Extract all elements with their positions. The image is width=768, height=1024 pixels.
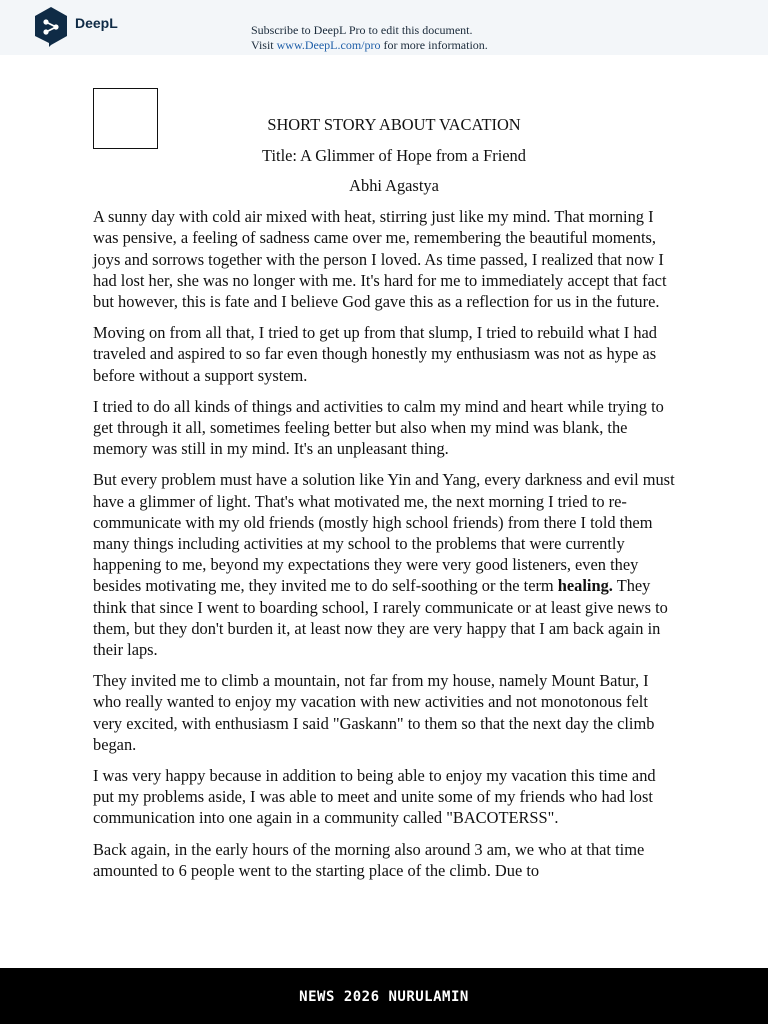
paragraph: I was very happy because in addition to being able to enjoy my vacation this time and put my problems aside, I was able to meet and unite some of my friends who had lost communication into one again in a community called "BACOTERSS". [93,765,656,828]
deepl-pro-link[interactable]: www.DeepL.com/pro [276,38,381,52]
paragraph: Back again, in the early hours of the morning also around 3 am, we who at that time amounted to 6 people went to the starting place of the climb. Due to [93,839,645,880]
paragraph: Moving on from all that, I tried to get up from that slump, I tried to rebuild what I had traveled and aspired to so far even though honestly my enthusiasm was not as hype as before without a support system. [93,323,657,385]
footer-bar [0,968,768,1024]
paragraph: A sunny day with cold air mixed with heat, stirring just like my mind. That morning I was pensive, a feeling of sadness came over me, remembering the beautiful moments, joys and sorrows together with the person I loved. As time passed, I realized that now I had lost her, she was no longer with me. It's hard for me to immediately accept that fact but however, this is fate and I believe God gave this as a reflection for us in the future. [93,207,667,311]
paragraph-text: They think that since I went to boarding school, I rarely communicate or at least give news to them, but they don't burden it, at least now they are very happy that I am back again in their laps. [93,576,668,659]
document-body [93,114,675,891]
notice-suffix: for more information. [380,38,488,52]
paragraph: They invited me to climb a mountain, not far from my house, namely Mount Batur, I who really wanted to enjoy my vacation with new activities and not monotonous felt very excited, with enthusiasm I said "Gaskann" to them so that the next day the climb began. [93,671,655,754]
notice-line-2 [251,38,488,53]
story-author: Abhi Agastya [349,176,439,196]
paragraph: I tried to do all kinds of things and activities to calm my mind and heart while trying to get through it all, sometimes feeling better but also when my mind was blank, the memory was still in my mind. It's an unpleasant thing. [93,396,664,459]
paragraph [93,469,675,660]
document-heading: SHORT STORY ABOUT VACATION [267,115,521,134]
notice-line-1: Subscribe to DeepL Pro to edit this document. [251,23,473,37]
brand-name: DeepL [75,15,118,31]
bold-term: healing. [557,576,613,596]
footer-text: NEWS 2026 NURULAMIN [299,989,469,1005]
notice-prefix: Visit [251,38,277,52]
story-title: Title: A Glimmer of Hope from a Friend [262,145,526,165]
subscribe-notice [251,23,488,53]
deepl-banner [0,0,768,55]
deepl-logo-icon[interactable] [33,6,69,48]
paragraph-text: But every problem must have a solution like Yin and Yang, every darkness and evil must have a glimmer of light. That's what motivated me, the next morning I tried to re-communicate with my old friends (mostly high school friends) from there I told them many things including activities at my school to the problems that were currently happening to me, beyond my expectations they were very good listeners, even they besides motivating me, they invited me to do self-soothing or the term [93,470,675,596]
